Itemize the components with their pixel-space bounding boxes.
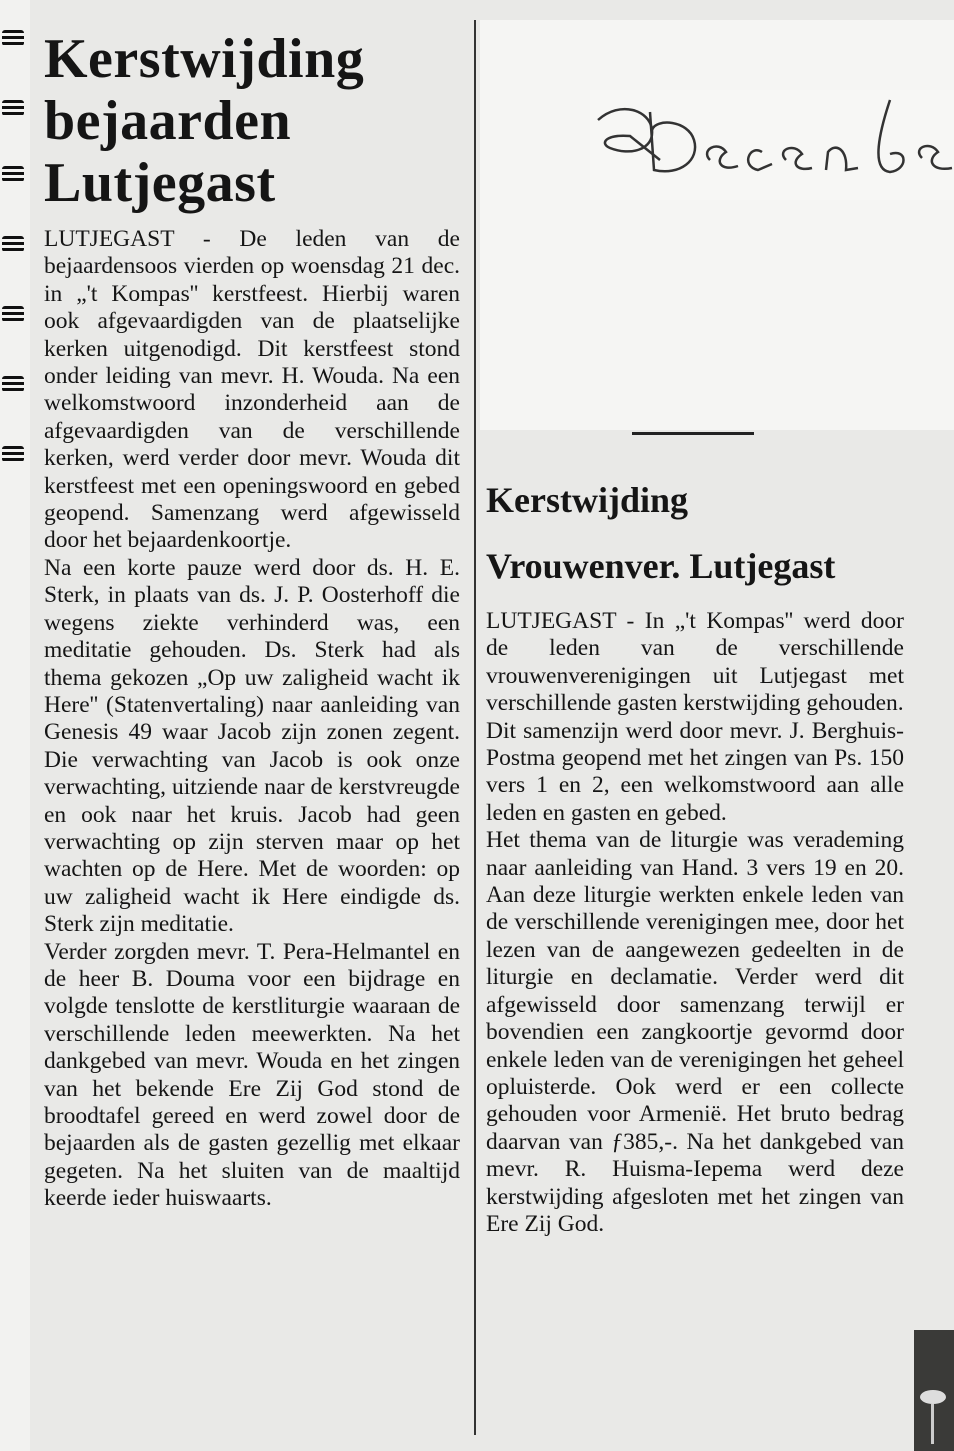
right-article — [486, 480, 904, 1238]
paragraph: LUTJEGAST - In „'t Kompas'' werd door de leden van de verschillende vrouwenverenigingen uit Lutjegast met verschillende gasten kerstwijding gehouden. — [486, 608, 904, 717]
clipping-background — [480, 20, 954, 430]
paragraph: Verder zorgden mevr. T. Pera-Helmantel en de heer B. Douma voor een bijdrage en volgde tenslotte de kerstliturgie waaraan de verschillende leden meewerkten. Na het dankgebed van mevr. Wouda en het zingen van het bekende Ere Zij God stond de broodtafel gereed en werd zowel door de bejaarden als de gasten gezellig met elkaar gegeten. Na het sluiten van de maaltijd keerde ieder huiswaarts. — [44, 938, 460, 1212]
binder-hole — [2, 236, 24, 252]
rule-line — [632, 432, 754, 435]
binder-hole — [2, 306, 24, 322]
left-headline — [44, 28, 460, 214]
binder-hole — [2, 376, 24, 392]
headline-line: bejaarden — [44, 90, 292, 152]
lamp-icon — [920, 1390, 946, 1404]
headline-line: Lutjegast — [44, 152, 276, 214]
paragraph: Het thema van de liturgie was verademing naar aanleiding van Hand. 3 vers 19 en 20. Aan deze liturgie werkten enkele leden van de verschillende verenigingen mee, door het lezen van de aangewezen gedeelten in de liturgie en declamatie. Verder werd dit afgewisseld door samenzang terwijl er bovendien een zangkoortje gevormd door enkele leden van de verenigingen het geheel opluisterde. Ook werd er een collecte gehouden voor Armenië. Het bruto bedrag daarvan van ƒ385,-. Na het dankgebed van mevr. R. Huisma-Iepema werd deze kerstwijding afgesloten met het zingen van Ere Zij God. — [486, 827, 904, 1237]
handwriting-drawing — [590, 90, 954, 200]
paragraph: Dit samenzijn werd door mevr. J. Berghuis-Postma geopend met het zingen van Ps. 150 vers 1 en 2, een welkomstwoord aan alle leden en gasten en gebed. — [486, 717, 904, 826]
binder-hole — [2, 100, 24, 116]
paragraph: Na een korte pauze werd door ds. H. E. Sterk, in plaats van ds. J. P. Oosterhoff die wegens ziekte verhinderd was, een meditatie gehouden. Ds. Sterk had als thema gekozen „Op uw zaligheid wacht ik Here'' (Statenvertaling) naar aanleiding van Genesis 49 waar Jacob zijn zonen zegent. Die verwachting van Jacob is ook onze verwachting, uitziende naar de kerstvreugde en ook naar het kruis. Jacob had geen verwachting op zijn sterven maar op het wachten op de Here. Met de woorden: op uw zaligheid wacht ik Here eindigde ds. Sterk zijn meditatie. — [44, 554, 460, 938]
lamp-pole — [931, 1404, 934, 1444]
binder-strip — [0, 0, 30, 1451]
handwritten-note — [590, 90, 954, 200]
binder-hole — [2, 446, 24, 462]
binder-hole — [2, 30, 24, 46]
right-headline-2: Vrouwenver. Lutjegast — [486, 546, 836, 586]
left-article-body — [44, 226, 460, 1213]
left-article — [44, 28, 460, 1213]
headline-line: Kerstwijding — [44, 28, 365, 90]
right-article-body — [486, 608, 904, 1238]
paragraph: LUTJEGAST - De leden van de bejaardensoos vierden op woensdag 21 dec. in „'t Kompas'' kerstfeest. Hierbij waren ook afgevaardigden van de plaatselijke kerken uitgenodigd. Dit kerstfeest stond onder leiding van mevr. H. Wouda. Na een welkomstwoord inzonderheid aan de afgevaardigden van de verschillende kerken, werd verder door mevr. Wouda dit kerstfeest met een openingswoord en gebed geopend. Samenzang werd afgewisseld door het bejaardenkoortje. — [44, 226, 460, 554]
binder-hole — [2, 166, 24, 182]
column-divider — [474, 20, 476, 1435]
corner-photo-fragment — [914, 1330, 954, 1451]
right-headline-1: Kerstwijding — [486, 480, 688, 520]
